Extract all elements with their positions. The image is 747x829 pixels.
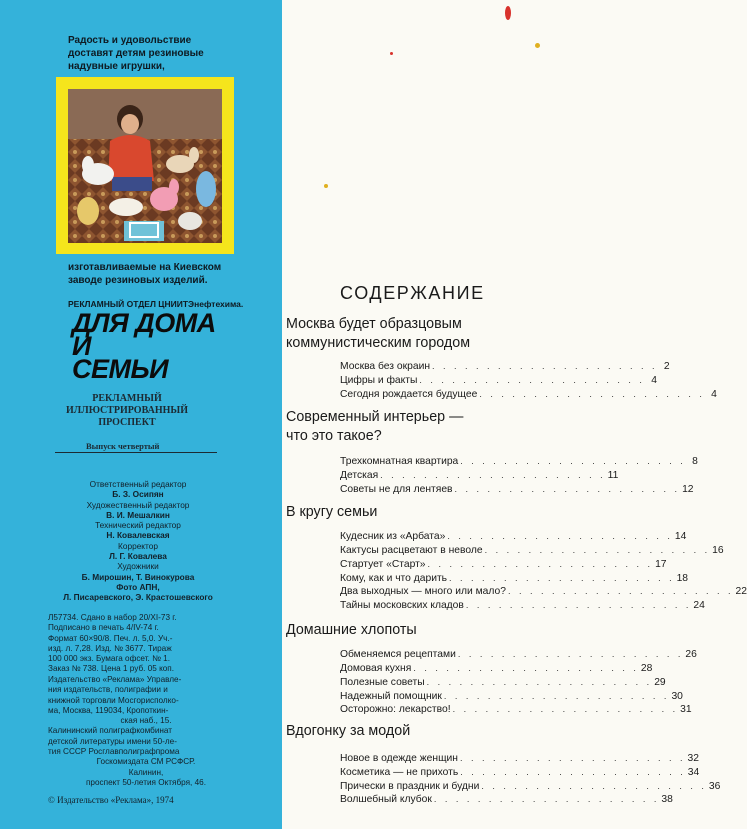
toc-entry[interactable] (340, 766, 700, 779)
credit-person: Фото АПН, (116, 581, 160, 592)
toc-page-number: 28 (640, 663, 653, 674)
leader-dots: . . . . . . . . . . . . . . . . . . . . . (433, 794, 660, 804)
toc-entry[interactable] (340, 703, 692, 716)
toc-page-number: 31 (680, 704, 692, 715)
publisher-line: ния издательств, полиграфии и (48, 685, 168, 695)
toc-page-number: 4 (711, 389, 717, 400)
subtitle-line: ПРОСПЕКТ (98, 417, 156, 428)
section-title-line: коммунистическим городом (286, 335, 471, 351)
leader-dots: . . . . . . . . . . . . . . . . . . . . . (447, 531, 673, 541)
section-title-line: Вдогонку за модой (286, 723, 411, 739)
leader-dots: . . . . . . . . . . . . . . . . . . . . . (413, 663, 639, 673)
print-info-line: Л57734. Сдано в набор 20/XI-73 г. (48, 613, 177, 622)
section-title (286, 621, 417, 640)
credit-person: В. И. Мешалкин (106, 509, 170, 520)
publication-title-line: ДЛЯ ДОМА (72, 308, 216, 338)
leader-dots: . . . . . . . . . . . . . . . . . . . . . (432, 361, 658, 371)
leader-dots: . . . . . . . . . . . . . . . . . . . . . (454, 484, 681, 494)
toc-page-number: 17 (655, 559, 667, 570)
publisher-line: Калинин, (128, 767, 164, 777)
section-title-line: Домашние хлопоты (286, 622, 417, 638)
paint-speck (505, 6, 511, 20)
toc-entry-title: Стартует «Старт» (340, 559, 426, 570)
toc-entry-title: Косметика — не прихоть (340, 767, 459, 778)
leader-dots: . . . . . . . . . . . . . . . . . . . . . (481, 781, 707, 791)
toc-entry-title: Сегодня рождается будущее (340, 389, 478, 400)
toc-entry[interactable] (340, 469, 619, 482)
leader-dots: . . . . . . . . . . . . . . . . . . . . . (459, 753, 686, 763)
credit-person: Л. Г. Ковалева (109, 551, 167, 562)
leader-dots: . . . . . . . . . . . . . . . . . . . . . (443, 691, 670, 701)
toc-entry-title: Обменяемся рецептами (340, 649, 456, 660)
leader-dots: . . . . . . . . . . . . . . . . . . . . . (449, 573, 675, 583)
toc-entry[interactable] (340, 752, 699, 765)
publication-title (72, 308, 247, 384)
toc-entry-title: Москва без окраин (340, 361, 431, 372)
paint-speck (390, 52, 393, 55)
leader-dots: . . . . . . . . . . . . . . . . . . . . . (484, 545, 711, 555)
publication-title-line: СЕМЬИ (72, 354, 169, 384)
toc-entry[interactable] (340, 455, 698, 468)
section-title-line: В кругу семьи (286, 504, 378, 520)
toc-page-number: 14 (674, 531, 687, 542)
toc-entry[interactable] (340, 599, 705, 612)
advert-department: РЕКЛАМНЫЙ ОТДЕЛ ЦНИИТЭнефтехима. (68, 299, 244, 309)
toc-entry[interactable] (340, 780, 721, 793)
publisher-line: ма, Москва, 119034, Кропоткин- (48, 705, 169, 715)
toc-entry[interactable] (340, 374, 657, 387)
credit-role: Корректор (118, 540, 158, 551)
print-info (48, 613, 244, 675)
print-info-line: Формат 60×90/8. Печ. л. 5,0. Уч.- (48, 633, 173, 643)
toc-entry[interactable] (340, 662, 653, 675)
toc-entry[interactable] (340, 360, 670, 373)
toc-entry[interactable] (340, 388, 717, 401)
toc-entry[interactable] (340, 483, 694, 496)
leader-dots: . . . . . . . . . . . . . . . . . . . . . (419, 375, 645, 385)
print-info-line: Заказ № 738. Цена 1 руб. 05 коп. (48, 664, 175, 674)
toc-entry[interactable] (340, 585, 747, 598)
toc-entry[interactable] (340, 544, 724, 557)
print-info-line: Подписано в печать 4/IV-74 г. (48, 623, 159, 633)
toc-entry-title: Новое в одежде женщин (340, 753, 458, 764)
toc-entry[interactable] (340, 558, 667, 571)
toc-entry[interactable] (340, 676, 666, 689)
toc-entry[interactable] (340, 648, 697, 661)
leader-dots: . . . . . . . . . . . . . . . . . . . . . (465, 600, 692, 610)
photo-frame (56, 77, 234, 254)
contents-title: СОДЕРЖАНИЕ (340, 283, 485, 303)
credit-person: Б. З. Осипян (112, 489, 164, 500)
section-title (286, 722, 410, 741)
toys-photo (68, 89, 222, 243)
toc-entry-title: Осторожно: лекарство! (340, 704, 451, 715)
credit-role: Художественный редактор (86, 499, 190, 510)
leader-dots: . . . . . . . . . . . . . . . . . . . . . (507, 586, 734, 596)
leader-dots: . . . . . . . . . . . . . . . . . . . . . (452, 704, 679, 714)
print-info-line: изд. л. 7,28. Изд. № 3677. Тираж (48, 643, 172, 653)
subtitle-line: РЕКЛАМНЫЙ (92, 393, 162, 404)
publisher-line: Издательство «Реклама» Управле- (48, 675, 182, 684)
toc-page-number: 16 (712, 545, 724, 556)
section-title (286, 503, 377, 522)
toc-page-number: 32 (687, 753, 699, 764)
advert-text-top: Радость и удовольствие доставят детям резиновые надувные игрушки, (68, 35, 204, 72)
publisher-line: проспект 50-летия Октября, 46. (86, 777, 206, 787)
toc-entry-title: Домовая кухня (340, 663, 412, 674)
toc-page-number: 4 (651, 375, 657, 386)
leader-dots: . . . . . . . . . . . . . . . . . . . . . (460, 767, 686, 777)
toc-entry-title: Полезные советы (340, 677, 425, 688)
leader-dots: . . . . . . . . . . . . . . . . . . . . . (479, 389, 705, 399)
publisher-line: ская наб., 15. (120, 716, 172, 726)
child-with-inflatable-toys-image (68, 89, 222, 243)
toc-page-number: 29 (654, 677, 666, 688)
leader-dots: . . . . . . . . . . . . . . . . . . . . . (380, 470, 606, 480)
editorial-credits (33, 479, 243, 603)
toc-entry-title: Кому, как и что дарить (340, 573, 448, 584)
publisher-info (48, 675, 244, 788)
toc-entry[interactable] (340, 572, 689, 585)
toc-page-number: 30 (671, 691, 683, 702)
toc-page-number: 34 (687, 767, 700, 778)
section-title (286, 315, 470, 353)
toc-page-number: 8 (692, 456, 698, 467)
toc-entry-title: Трехкомнатная квартира (340, 456, 459, 467)
section-title (286, 408, 463, 446)
toc-entry-title: Цифры и факты (340, 375, 418, 386)
credit-person: Л. Писаревского, Э. Крастошевского (63, 592, 213, 603)
credit-person: Н. Ковалевская (106, 530, 170, 541)
toc-entry-title: Советы не для лентяев (340, 484, 453, 495)
section-title-line: Москва будет образцовым (286, 316, 462, 332)
credit-person: Б. Мирошин, Т. Винокурова (81, 571, 195, 582)
toc-page-number: 12 (682, 484, 694, 495)
toc-entry-title: Два выходных — много или мало? (340, 586, 506, 597)
section-title-line: Современный интерьер — (286, 409, 464, 425)
publisher-line: детской литературы имени 50-ле- (48, 736, 177, 746)
credit-role: Художники (117, 561, 159, 572)
issue-number: Выпуск четвертый (86, 441, 160, 451)
copyright: © Издательство «Реклама», 1974 (48, 795, 174, 805)
divider (55, 452, 217, 453)
publisher-line: тия СССР Росглавполиграфпрома (48, 747, 180, 757)
toc-page-number: 2 (663, 361, 670, 372)
publication-title-line: И (72, 331, 91, 361)
toc-page-number: 38 (661, 794, 673, 805)
credit-role: Ответственный редактор (89, 479, 187, 489)
toc-entry[interactable] (340, 793, 673, 806)
advert-panel (0, 0, 282, 829)
leader-dots: . . . . . . . . . . . . . . . . . . . . . (457, 649, 684, 659)
toc-page-number: 22 (735, 586, 747, 597)
publisher-line: Госкомиздата СМ РСФСР. (96, 757, 196, 767)
publisher-line: Калининский полиграфкомбинат (48, 726, 173, 736)
print-info-line: 100 000 экз. Бумага офсет. № 1. (48, 654, 170, 664)
publisher-line: книжной торговли Мосгорисполко- (48, 695, 179, 705)
toc-entry[interactable] (340, 530, 687, 543)
toc-page-number: 11 (607, 470, 619, 481)
toc-entry-title: Детская (340, 470, 379, 481)
toc-entry-title: Надежный помощник (340, 691, 442, 702)
toc-page-number: 24 (693, 600, 705, 611)
toc-entry[interactable] (340, 690, 683, 703)
leader-dots: . . . . . . . . . . . . . . . . . . . . . (426, 677, 653, 687)
paint-speck (324, 184, 328, 188)
advert-text-bottom: изготавливаемые на Киевском заводе резиновых изделий. (68, 262, 222, 286)
subtitle-line: ИЛЛЮСТРИРОВАННЫЙ (66, 405, 188, 416)
toc-entry-title: Прически в праздник и будни (340, 781, 480, 792)
paint-speck (535, 43, 540, 48)
leader-dots: . . . . . . . . . . . . . . . . . . . . . (460, 456, 686, 466)
toc-entry-title: Кактусы расцветают в неволе (340, 545, 483, 556)
toc-page-number: 26 (685, 649, 697, 660)
publication-subtitle (62, 393, 192, 429)
credit-role: Технический редактор (95, 520, 181, 531)
toc-entry-title: Тайны московских кладов (340, 600, 464, 611)
toc-page-number: 18 (676, 573, 689, 584)
toc-entry-title: Волшебный клубок (340, 794, 432, 805)
toc-entry-title: Кудесник из «Арбата» (340, 531, 446, 542)
toc-page-number: 36 (708, 781, 721, 792)
leader-dots: . . . . . . . . . . . . . . . . . . . . . (427, 559, 654, 569)
section-title-line: что это такое? (286, 428, 382, 444)
